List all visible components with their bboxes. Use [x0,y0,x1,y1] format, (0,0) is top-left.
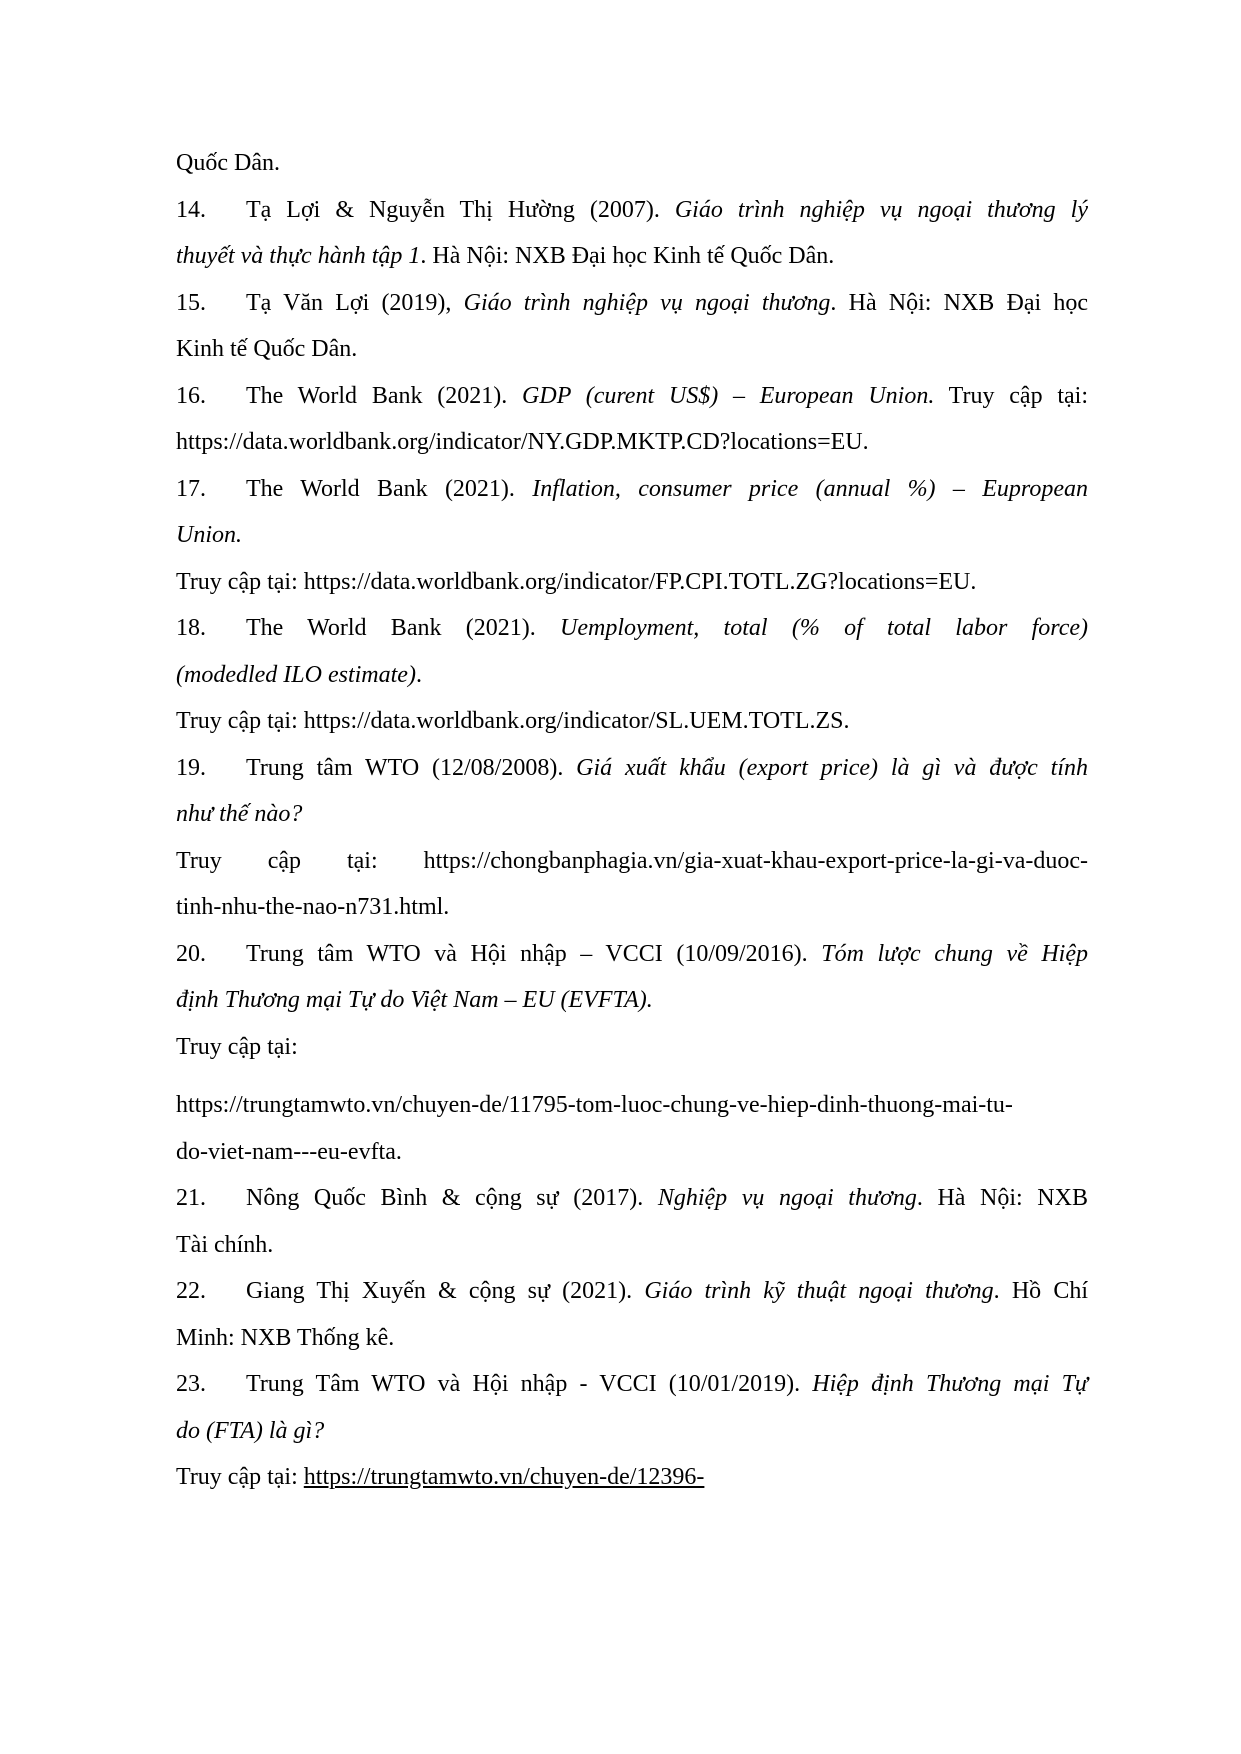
reference-number: 18. [176,615,206,641]
text-line [176,466,1088,513]
text-line [176,977,1088,1024]
text-line [176,1315,1088,1362]
reference-number: 14. [176,196,206,223]
reference-text: Truy cập tại: [176,1033,298,1060]
reference-text: tinh-nhu-the-nao-n731.html. [176,894,450,920]
reference-text: The World Bank (2021). [246,475,533,502]
text-line [176,512,1088,559]
text-line [176,187,1088,234]
reference-title: Hiệp định Thương mại Tự [812,1371,1089,1397]
reference-title: Tóm lược chung về Hiệp [821,940,1088,967]
reference-text: Truy cập tại: https://data.worldbank.org/indicator/SL.UEM.TOTL.ZS. [176,708,850,734]
text-line [176,652,1088,699]
reference-text: Nông Quốc Bình & cộng sự (2017). [246,1185,658,1211]
reference-number: 22. [176,1278,206,1304]
reference-title: định Thương mại Tự do Việt Nam – EU (EVFTA). [176,987,653,1013]
text-line [176,233,1088,280]
reference-text: Minh: NXB Thống kê. [176,1324,395,1351]
reference-text: https://trungtamwto.vn/chuyen-de/11795-tom-luoc-chung-ve-hiep-dinh-thuong-mai-tu- [176,1092,1013,1118]
reference-number: 21. [176,1185,206,1211]
reference-text: . Hà Nội: NXB Đại học [830,289,1088,316]
reference-title: GDP (curent US$) – European Union. [522,382,935,409]
text-line [176,791,1088,838]
text-line [176,698,1088,745]
reference-number: 19. [176,754,206,781]
reference-title: Giáo trình kỹ thuật ngoại thương [644,1278,994,1304]
text-line [176,1024,1088,1071]
text-line [176,1175,1088,1222]
reference-title: Giáo trình nghiệp vụ ngoại thương lý [674,196,1088,223]
reference-text: Truy cập tại: [934,382,1089,409]
reference-text: https://data.worldbank.org/indicator/NY.GDP.MKTP.CD?locations=EU. [176,429,869,455]
reference-title: thuyết và thực hành tập 1 [176,243,421,269]
text-line [176,280,1088,327]
reference-text: Giang Thị Xuyến & cộng sự (2021). [246,1278,645,1304]
reference-text: Truy cập tại: [176,1464,304,1490]
reference-text: Trung tâm WTO (12/08/2008). [246,754,577,781]
text-line [176,373,1088,420]
reference-text: . Hồ Chí [993,1278,1088,1304]
text-line [176,1082,1088,1129]
reference-text: Trung Tâm WTO và Hội nhập - VCCI (10/01/2019). [246,1371,813,1397]
text-line [176,1454,1088,1501]
reference-text: The World Bank (2021). [246,615,560,641]
reference-text: do-viet-nam---eu-evfta. [176,1138,402,1165]
text-line [176,559,1088,606]
text-line [176,140,1088,187]
reference-number: 16. [176,382,206,409]
text-line [176,1222,1088,1269]
reference-title: như thế nào? [176,801,303,827]
reference-title: Uemployment, total (% of total labor force) [560,615,1088,641]
text-line [176,1268,1088,1315]
reference-number: 23. [176,1371,206,1397]
reference-text: Tài chính. [176,1231,274,1258]
reference-title: Giá xuất khẩu (export price) là gì và được tính [576,754,1088,781]
reference-text: Kinh tế Quốc Dân. [176,336,358,362]
reference-text: Trung tâm WTO và Hội nhập – VCCI (10/09/2016). [246,940,822,967]
reference-title: (modedled ILO estimate) [176,661,416,688]
reference-title: Union. [176,522,242,548]
reference-text: . Hà Nội: NXB [916,1185,1088,1211]
reference-text: . [415,661,422,688]
reference-text: Quốc Dân. [176,150,280,176]
text-line [176,931,1088,978]
reference-text: Tạ Lợi & Nguyễn Thị Hường (2007). [246,196,675,223]
reference-title: do (FTA) là gì? [176,1417,325,1444]
text-line [176,1408,1088,1455]
text-line [176,745,1088,792]
reference-text: Truy cập tại: https://data.worldbank.org/indicator/FP.CPI.TOTL.ZG?locations=EU. [176,568,977,595]
reference-text: . Hà Nội: NXB Đại học Kinh tế Quốc Dân. [420,243,835,269]
reference-title: Nghiệp vụ ngoại thương [657,1185,917,1211]
reference-number: 15. [176,289,206,316]
reference-link[interactable]: https://trungtamwto.vn/chuyen-de/12396- [303,1464,705,1490]
reference-text: Truy cập tại: https://chongbanphagia.vn/gia-xuat-khau-export-price-la-gi-va-duoc- [176,847,1088,874]
reference-number: 20. [176,940,206,967]
text-line [176,326,1088,373]
reference-list [176,140,1088,1501]
text-line [176,419,1088,466]
reference-text: The World Bank (2021). [246,382,523,409]
reference-text: Tạ Văn Lợi (2019), [246,289,464,316]
text-line [176,838,1088,885]
line-gap [176,1070,1088,1082]
text-line [176,884,1088,931]
reference-title: Giáo trình nghiệp vụ ngoại thương [463,289,831,316]
text-line [176,1129,1088,1176]
text-line [176,605,1088,652]
text-line [176,1361,1088,1408]
reference-title: Inflation, consumer price (annual %) – Eupropean [532,475,1088,502]
reference-number: 17. [176,475,206,502]
